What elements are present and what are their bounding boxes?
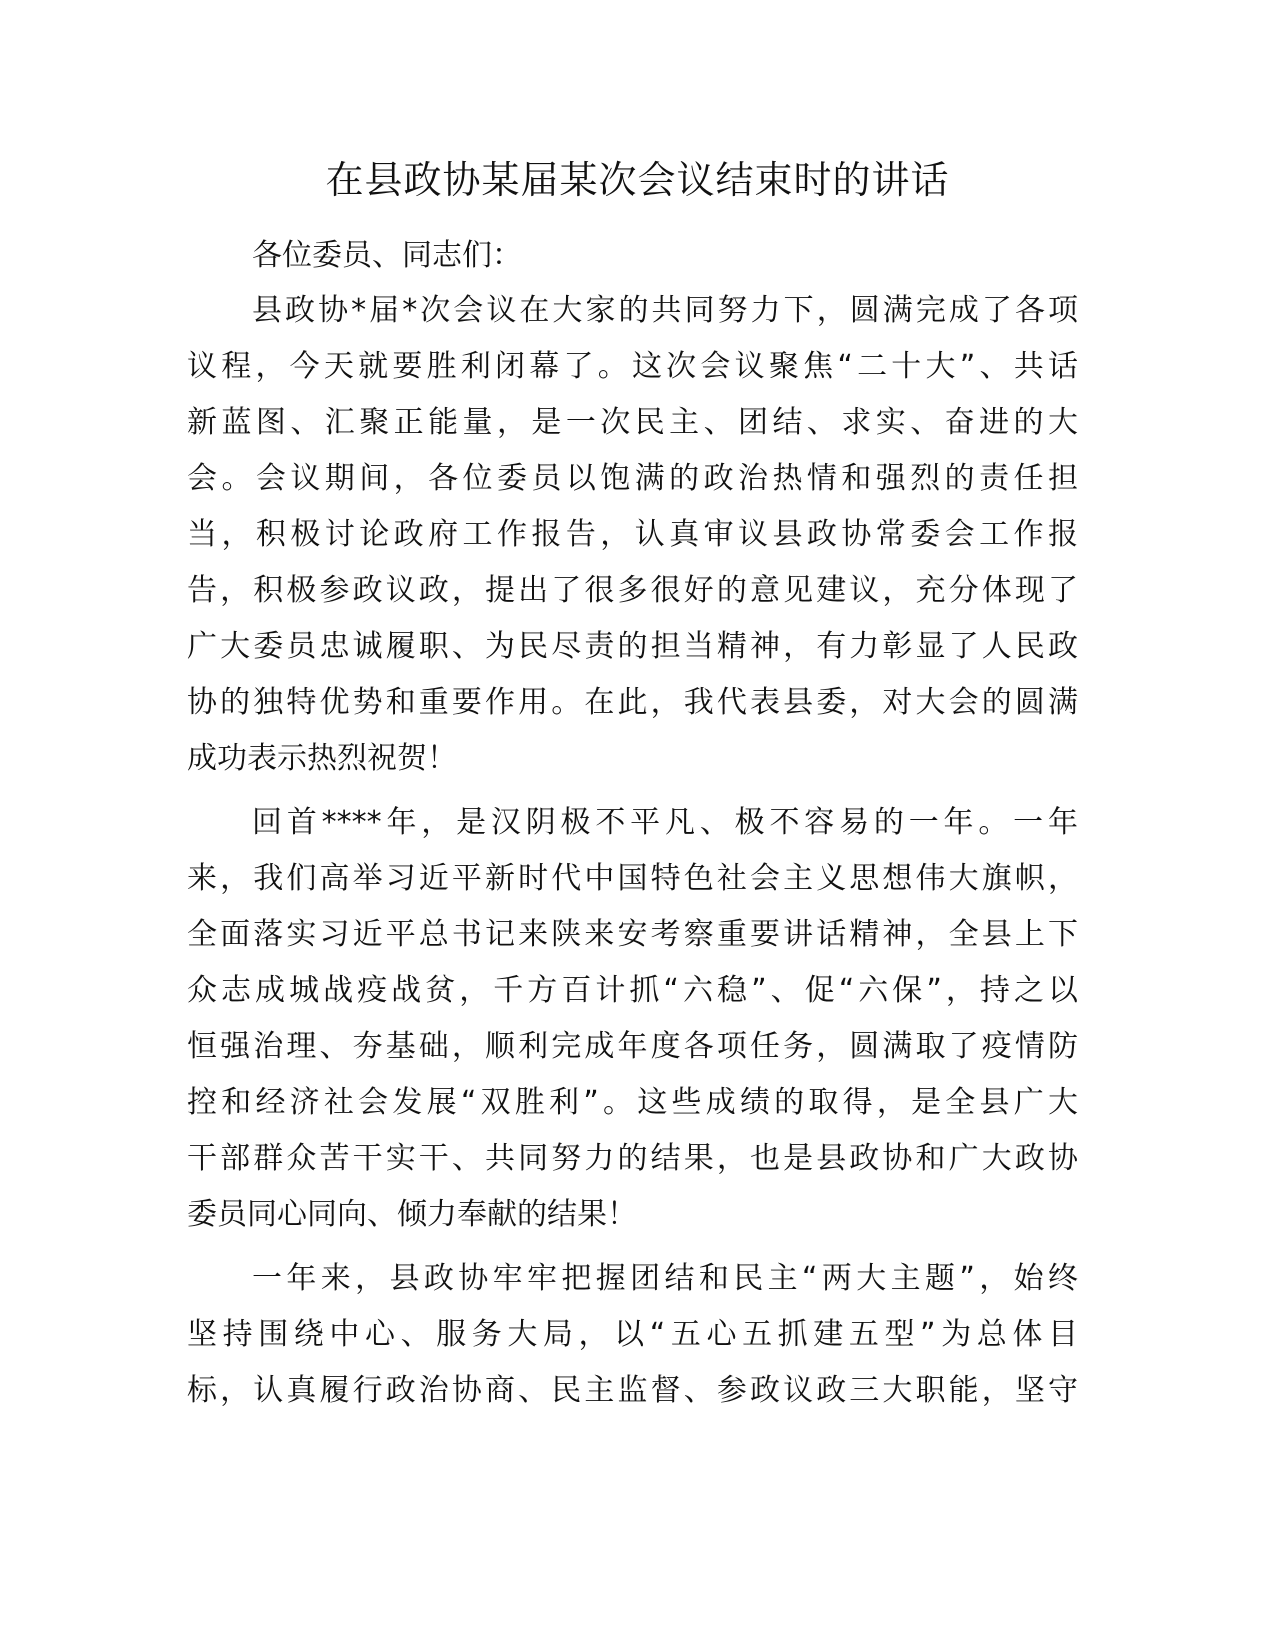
paragraph-line: 回首****年，是汉阴极不平凡、极不容易的一年。一年	[252, 805, 1078, 840]
paragraph-line: 告，积极参政议政，提出了很多很好的意见建议，充分体现了	[187, 573, 1078, 608]
paragraph-line: 成功表示热烈祝贺！	[187, 741, 457, 776]
greeting: 各位委员、同志们：	[252, 238, 522, 273]
paragraph-line: 恒强治理、夯基础，顺利完成年度各项任务，圆满取了疫情防	[187, 1029, 1078, 1064]
paragraph-line: 干部群众苦干实干、共同努力的结果，也是县政协和广大政协	[187, 1141, 1078, 1176]
paragraph-line: 新蓝图、汇聚正能量，是一次民主、团结、求实、奋进的大	[187, 405, 1078, 440]
document-title: 在县政协某届某次会议结束时的讲话	[325, 158, 950, 202]
paragraph-line: 委员同心同向、倾力奉献的结果！	[187, 1197, 637, 1232]
paragraph-line: 全面落实习近平总书记来陕来安考察重要讲话精神，全县上下	[187, 917, 1078, 952]
paragraph-line: 来，我们高举习近平新时代中国特色社会主义思想伟大旗帜，	[187, 861, 1078, 896]
paragraph-line: 众志成城战疫战贫，千方百计抓“六稳”、促“六保”，持之以	[187, 973, 1078, 1008]
paragraph-line: 坚持围绕中心、服务大局，以“五心五抓建五型”为总体目	[187, 1317, 1078, 1352]
paragraph-line: 县政协*届*次会议在大家的共同努力下，圆满完成了各项	[252, 293, 1078, 328]
paragraph-line: 会。会议期间，各位委员以饱满的政治热情和强烈的责任担	[187, 461, 1078, 496]
paragraph-line: 议程，今天就要胜利闭幕了。这次会议聚焦“二十大”、共话	[187, 349, 1078, 384]
paragraph-line: 一年来，县政协牢牢把握团结和民主“两大主题”，始终	[252, 1261, 1078, 1296]
paragraph-line: 当，积极讨论政府工作报告，认真审议县政协常委会工作报	[187, 517, 1078, 552]
paragraph-line: 协的独特优势和重要作用。在此，我代表县委，对大会的圆满	[187, 685, 1078, 720]
paragraph-line: 广大委员忠诚履职、为民尽责的担当精神，有力彰显了人民政	[187, 629, 1078, 664]
paragraph-line: 标，认真履行政治协商、民主监督、参政议政三大职能，坚守	[187, 1373, 1078, 1408]
paragraph-line: 控和经济社会发展“双胜利”。这些成绩的取得，是全县广大	[187, 1085, 1078, 1120]
